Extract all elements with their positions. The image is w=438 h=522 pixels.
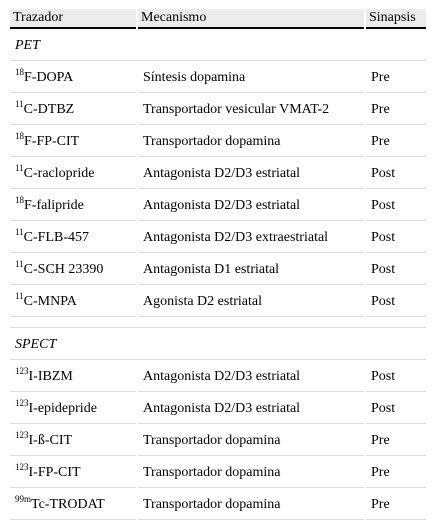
header-row <box>10 9 426 29</box>
isotope-mass: 11 <box>15 98 24 109</box>
tracer-name: I-IBZM <box>28 368 73 384</box>
synapse-cell: Post <box>366 223 426 253</box>
mechanism-cell: Agonista D2 estriatal <box>138 287 364 317</box>
tracer-name: C-MNPA <box>23 293 77 309</box>
tracer-name: I-epidepride <box>28 400 97 416</box>
isotope-mass: 123 <box>15 461 29 472</box>
table-row <box>10 63 426 93</box>
synapse-cell: Post <box>366 191 426 221</box>
mechanism-cell: Antagonista D2/D3 estriatal <box>138 362 364 392</box>
mechanism-cell: Transportador dopamina <box>138 490 364 520</box>
tracer-cell <box>10 95 136 125</box>
isotope-mass: 18 <box>15 130 24 141</box>
radiotracer-table <box>8 7 428 522</box>
tracer-cell <box>10 159 136 189</box>
group-row-pet <box>10 31 426 61</box>
tracer-name: C-SCH 23390 <box>23 261 104 277</box>
tracer-name: F-FP-CIT <box>24 133 80 149</box>
table-row <box>10 255 426 285</box>
tracer-cell <box>10 394 136 424</box>
isotope-mass: 11 <box>15 258 24 269</box>
tracer-cell <box>10 223 136 253</box>
mechanism-cell: Antagonista D2/D3 extraestriatal <box>138 223 364 253</box>
tracer-cell <box>10 191 136 221</box>
synapse-cell: Pre <box>366 458 426 488</box>
table-row <box>10 287 426 317</box>
spacer-cell <box>10 319 426 328</box>
header-mechanism: Mecanismo <box>138 9 364 29</box>
tracer-name: I-FP-CIT <box>28 464 81 480</box>
tracer-name: Tc-TRODAT <box>31 496 105 512</box>
tracer-cell <box>10 362 136 392</box>
isotope-mass: 123 <box>15 365 29 376</box>
mechanism-cell: Antagonista D2/D3 estriatal <box>138 394 364 424</box>
tracer-cell <box>10 63 136 93</box>
synapse-cell: Pre <box>366 95 426 125</box>
mechanism-cell: Antagonista D2/D3 estriatal <box>138 191 364 221</box>
tracer-cell <box>10 426 136 456</box>
mechanism-cell: Transportador dopamina <box>138 127 364 157</box>
isotope-mass: 11 <box>15 290 24 301</box>
isotope-mass: 11 <box>15 162 24 173</box>
table-row <box>10 458 426 488</box>
table-row <box>10 362 426 392</box>
group-label-pet: PET <box>10 31 426 61</box>
tracer-name: C-FLB-457 <box>23 229 90 245</box>
synapse-cell: Post <box>366 362 426 392</box>
table-row <box>10 159 426 189</box>
synapse-cell: Post <box>366 287 426 317</box>
synapse-cell: Pre <box>366 127 426 157</box>
synapse-cell: Post <box>366 159 426 189</box>
isotope-mass: 123 <box>15 397 29 408</box>
mechanism-cell: Transportador vesicular VMAT-2 <box>138 95 364 125</box>
tracer-name: I-ß-CIT <box>28 432 73 448</box>
isotope-mass: 11 <box>15 226 24 237</box>
table-header <box>10 9 426 29</box>
synapse-cell: Pre <box>366 426 426 456</box>
tracer-cell <box>10 458 136 488</box>
group-spacer <box>10 319 426 328</box>
table-row <box>10 223 426 253</box>
table-row <box>10 191 426 221</box>
table-row <box>10 95 426 125</box>
isotope-mass: 18 <box>15 66 24 77</box>
table-row <box>10 127 426 157</box>
mechanism-cell: Síntesis dopamina <box>138 63 364 93</box>
tracer-name: C-raclopride <box>23 165 95 181</box>
isotope-mass: 99m <box>15 493 32 504</box>
tracer-cell <box>10 287 136 317</box>
table-row <box>10 490 426 520</box>
mechanism-cell: Antagonista D1 estriatal <box>138 255 364 285</box>
header-synapse: Sinapsis <box>366 9 426 29</box>
table-body <box>10 31 426 520</box>
tracer-name: F-DOPA <box>24 69 74 85</box>
tracer-cell <box>10 127 136 157</box>
synapse-cell: Post <box>366 255 426 285</box>
group-label-spect: SPECT <box>10 330 426 360</box>
table-row <box>10 426 426 456</box>
mechanism-cell: Antagonista D2/D3 estriatal <box>138 159 364 189</box>
synapse-cell: Post <box>366 394 426 424</box>
group-row-spect <box>10 330 426 360</box>
tracer-name: F-falipride <box>24 197 84 213</box>
synapse-cell: Pre <box>366 63 426 93</box>
synapse-cell: Pre <box>366 490 426 520</box>
tracer-name: C-DTBZ <box>23 101 75 117</box>
tracer-cell <box>10 255 136 285</box>
mechanism-cell: Transportador dopamina <box>138 426 364 456</box>
isotope-mass: 18 <box>15 194 24 205</box>
table-row <box>10 394 426 424</box>
isotope-mass: 123 <box>15 429 29 440</box>
mechanism-cell: Transportador dopamina <box>138 458 364 488</box>
tracer-cell <box>10 490 136 520</box>
header-tracer: Trazador <box>10 9 136 29</box>
